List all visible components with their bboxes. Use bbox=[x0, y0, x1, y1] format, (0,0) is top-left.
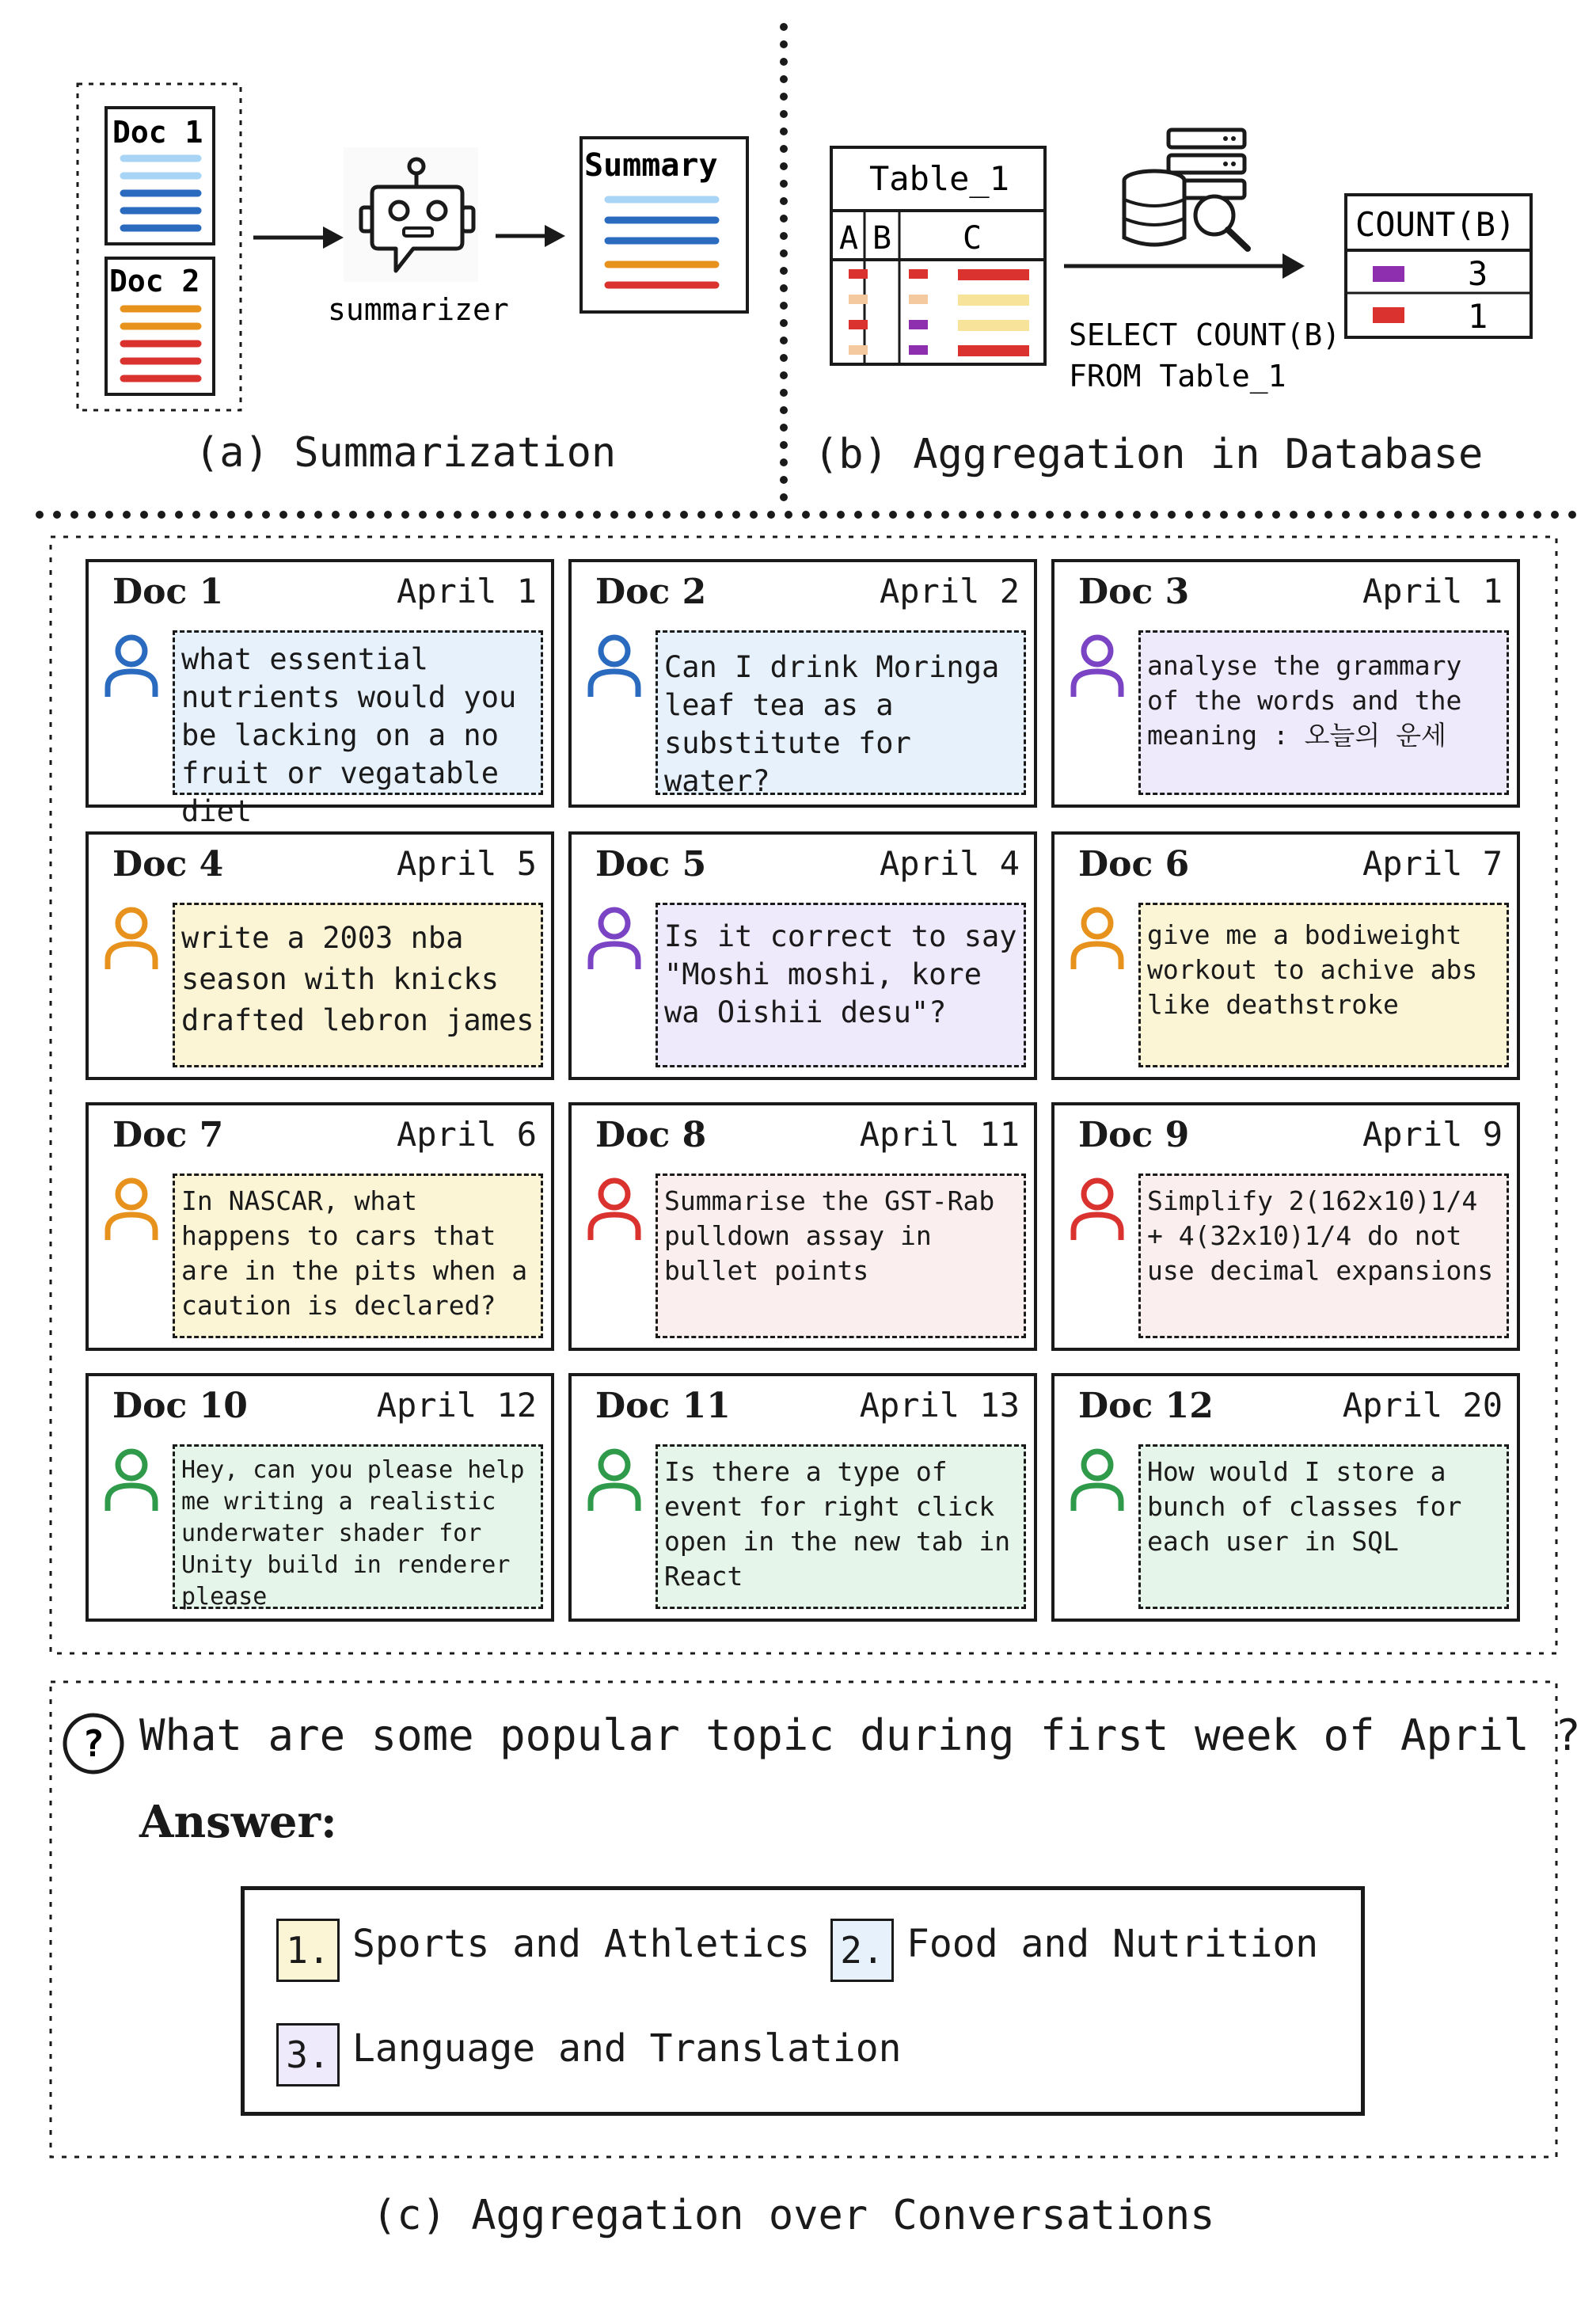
answer-3-number: 3. bbox=[276, 2023, 340, 2086]
conversation-card bbox=[568, 559, 1037, 808]
doc-label: Doc 8 bbox=[595, 1115, 707, 1155]
message-bubble: analyse the grammary of the words and the meaning : 오늘의 운세 bbox=[1138, 630, 1509, 795]
doc-label: Doc 1 bbox=[112, 572, 224, 612]
conversation-card bbox=[1051, 559, 1520, 808]
caption-aggregation-conversations: (c) Aggregation over Conversations bbox=[372, 2192, 1215, 2239]
result-row-2-value: 1 bbox=[1468, 297, 1488, 336]
conversation-card bbox=[1051, 1373, 1520, 1622]
message-bubble: How would I store a bunch of classes for each user in SQL bbox=[1138, 1444, 1509, 1609]
result-row-2-swatch bbox=[1373, 307, 1404, 323]
answer-2-number: 2. bbox=[830, 1919, 894, 1982]
user-icon bbox=[1069, 1177, 1126, 1243]
answer-3-label: Language and Translation bbox=[352, 2026, 902, 2071]
column-a: A bbox=[839, 220, 859, 257]
conversation-card bbox=[568, 1373, 1037, 1622]
user-icon bbox=[586, 1177, 643, 1243]
robot-icon bbox=[344, 147, 478, 282]
user-icon bbox=[586, 906, 643, 972]
doc-label: Doc 11 bbox=[595, 1386, 731, 1426]
conversation-card bbox=[86, 1373, 554, 1622]
conversation-card bbox=[86, 1102, 554, 1351]
doc-label: Doc 6 bbox=[1078, 844, 1190, 884]
column-c: C bbox=[963, 220, 982, 257]
column-b: B bbox=[872, 220, 892, 257]
aggregation-db-panel bbox=[792, 0, 1596, 507]
message-bubble: Hey, can you please help me writing a realistic underwater shader for Unity build in renderer please bbox=[173, 1444, 543, 1609]
result-header: COUNT(B) bbox=[1355, 205, 1516, 244]
database-search-icon bbox=[1124, 130, 1248, 249]
caption-summarization: (a) Summarization bbox=[195, 429, 617, 477]
user-icon bbox=[1069, 906, 1126, 972]
conversation-card bbox=[1051, 831, 1520, 1080]
doc-date: April 1 bbox=[396, 572, 537, 611]
doc-label: Doc 10 bbox=[112, 1386, 248, 1426]
doc-date: April 5 bbox=[396, 844, 537, 883]
message-bubble: Is there a type of event for right click open in the new tab in React bbox=[656, 1444, 1026, 1609]
answer-label: Answer: bbox=[139, 1796, 337, 1848]
doc-date: April 2 bbox=[879, 572, 1020, 611]
query-line-1: SELECT COUNT(B) bbox=[1069, 318, 1341, 352]
summary-label: Summary bbox=[584, 147, 718, 184]
answer-1-number: 1. bbox=[276, 1919, 340, 1982]
doc-label: Doc 12 bbox=[1078, 1386, 1214, 1426]
doc1-label: Doc 1 bbox=[112, 115, 203, 150]
doc-label: Doc 3 bbox=[1078, 572, 1190, 612]
answer-box bbox=[241, 1886, 1365, 2116]
doc-label: Doc 4 bbox=[112, 844, 224, 884]
message-bubble: Is it correct to say "Moshi moshi, kore wa Oishii desu"? bbox=[656, 903, 1026, 1067]
question-icon bbox=[60, 1710, 127, 1777]
table-title: Table_1 bbox=[869, 159, 1010, 198]
doc-date: April 6 bbox=[396, 1115, 537, 1154]
summarization-panel bbox=[0, 0, 776, 507]
user-icon bbox=[103, 633, 160, 700]
summarizer-label: summarizer bbox=[328, 292, 509, 327]
user-icon bbox=[586, 633, 643, 700]
result-row-1-swatch bbox=[1373, 266, 1404, 282]
doc-date: April 1 bbox=[1362, 572, 1503, 611]
user-icon bbox=[103, 1177, 160, 1243]
doc-label: Doc 7 bbox=[112, 1115, 224, 1155]
user-icon bbox=[103, 1447, 160, 1514]
doc-date: April 13 bbox=[859, 1386, 1020, 1425]
user-icon bbox=[103, 906, 160, 972]
message-bubble: give me a bodiweight workout to achive abs like deathstroke bbox=[1138, 903, 1509, 1067]
result-row-1-value: 3 bbox=[1468, 254, 1488, 293]
svg-text:?: ? bbox=[82, 1722, 104, 1765]
message-bubble: Summarise the GST-Rab pulldown assay in bullet points bbox=[656, 1174, 1026, 1338]
message-bubble: what essential nutrients would you be lacking on a no fruit or vegatable diet bbox=[173, 630, 543, 795]
user-icon bbox=[586, 1447, 643, 1514]
doc-date: April 9 bbox=[1362, 1115, 1503, 1154]
doc-label: Doc 9 bbox=[1078, 1115, 1190, 1155]
message-bubble: In NASCAR, what happens to cars that are in the pits when a caution is declared? bbox=[173, 1174, 543, 1338]
message-bubble: write a 2003 nba season with knicks drafted lebron james bbox=[173, 903, 543, 1067]
conversation-card bbox=[568, 1102, 1037, 1351]
conversation-card bbox=[86, 559, 554, 828]
doc-date: April 7 bbox=[1362, 844, 1503, 883]
doc-label: Doc 5 bbox=[595, 844, 707, 884]
message-bubble: Can I drink Moringa leaf tea as a substitute for water? bbox=[656, 630, 1026, 795]
conversation-card bbox=[1051, 1102, 1520, 1351]
caption-aggregation-db: (b) Aggregation in Database bbox=[814, 431, 1484, 478]
answer-2-label: Food and Nutrition bbox=[906, 1922, 1319, 1966]
message-bubble: Simplify 2(162x10)1/4 + 4(32x10)1/4 do not use decimal expansions bbox=[1138, 1174, 1509, 1338]
doc-date: April 4 bbox=[879, 844, 1020, 883]
question-text: What are some popular topic during first week of April ? bbox=[139, 1710, 1581, 1760]
query-line-2: FROM Table_1 bbox=[1069, 359, 1286, 394]
conversation-card bbox=[568, 831, 1037, 1080]
user-icon bbox=[1069, 633, 1126, 700]
answer-1-label: Sports and Athletics bbox=[352, 1922, 810, 1966]
doc-date: April 11 bbox=[859, 1115, 1020, 1154]
doc2-label: Doc 2 bbox=[109, 264, 200, 299]
conversation-card bbox=[86, 831, 554, 1080]
doc-label: Doc 2 bbox=[595, 572, 707, 612]
doc-date: April 20 bbox=[1342, 1386, 1503, 1425]
doc-date: April 12 bbox=[376, 1386, 537, 1425]
user-icon bbox=[1069, 1447, 1126, 1514]
